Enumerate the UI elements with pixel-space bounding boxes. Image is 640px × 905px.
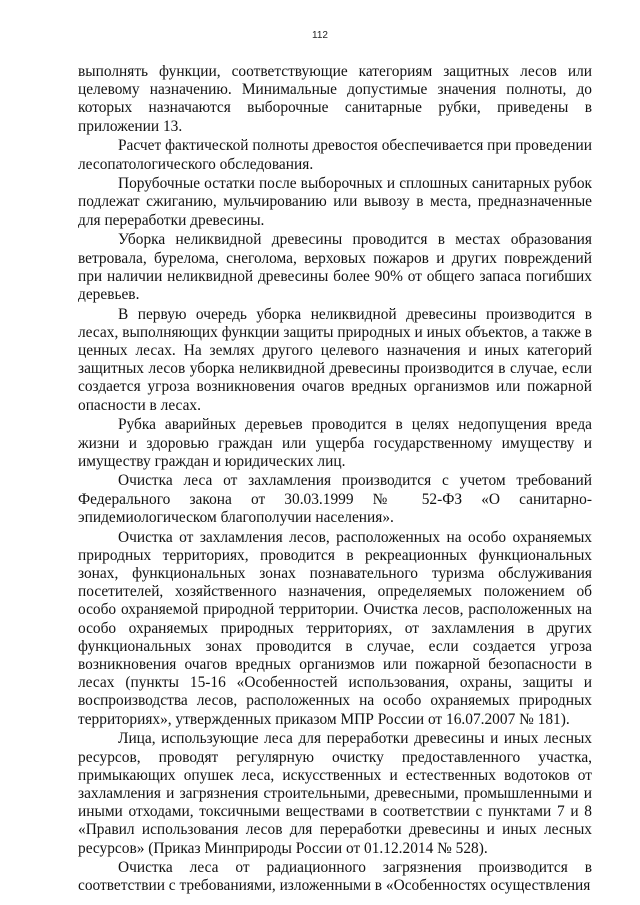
paragraph: Расчет фактической полноты древостоя обеспечивается при проведении лесопатологического обследования.: [78, 137, 592, 173]
paragraph: Порубочные остатки после выборочных и сплошных санитарных рубок подлежат сжиганию, мульчированию или вывозу в места, предназначенные для переработки древесины.: [78, 175, 592, 229]
paragraph: Рубка аварийных деревьев проводится в целях недопущения вреда жизни и здоровью граждан или ущерба государственному имуществу и имуществу граждан и юридических лиц.: [78, 416, 592, 470]
paragraph: Уборка неликвидной древесины проводится в местах образования ветровала, бурелома, снеголома, верховых пожаров и других повреждений при наличии неликвидной древесины более 90% от общего запаса погибших деревьев.: [78, 231, 592, 303]
paragraph-continuation: выполнять функции, соответствующие категориям защитных лесов или целевому назначению. Минимальные допустимые значения полноты, до которых назначаются выборочные санитарные рубки, приведены в приложении 13.: [78, 63, 592, 135]
page-number: 112: [312, 30, 328, 41]
paragraph: Очистка от захламления лесов, расположенных на особо охраняемых природных территориях, проводится в рекреационных функциональных зонах, функциональных зонах познавательного туризма обслуживания посетителей, хозяйственного назначения, определяемых положением об особо охраняемой природной территории. Очистка лесов, расположенных на особо охраняемых природных территориях, от захламления в других функциональных зонах проводится в случае, если создается угроза возникновения очагов вредных организмов или пожарной безопасности в лесах (пункты 15-16 «Особенностей использования, охраны, защиты и воспроизводства лесов, расположенных на особо охраняемых природных территориях», утвержденных приказом МПР России от 16.07.2007 № 181).: [78, 528, 592, 728]
body-text: [78, 63, 592, 897]
paragraph: Очистка леса от радиационного загрязнения производится в соответствии с требованиями, изложенными в «Особенностях осуществления: [78, 859, 592, 895]
paragraph: В первую очередь уборка неликвидной древесины производится в лесах, выполняющих функции защиты природных и иных объектов, а также в ценных лесах. На землях другого целевого назначения и иных категорий защитных лесов уборка неликвидной древесины производится в случае, если создается угроза возникновения очагов вредных организмов или пожарной опасности в лесах.: [78, 305, 592, 414]
paragraph: Очистка леса от захламления производится с учетом требований Федерального закона от 30.03.1999 № 52-ФЗ «О санитарно-эпидемиологическом благополучии населения».: [78, 472, 592, 526]
paragraph: Лица, использующие леса для переработки древесины и иных лесных ресурсов, проводят регулярную очистку предоставленного участка, примыкающих опушек леса, искусственных и естественных водотоков от захламления и загрязнения строительными, древесными, промышленными и иными отходами, токсичными веществами в соответствии с пунктами 7 и 8 «Правил использования лесов для переработки древесины и иных лесных ресурсов» (Приказ Минприроды России от 01.12.2014 № 528).: [78, 730, 592, 857]
